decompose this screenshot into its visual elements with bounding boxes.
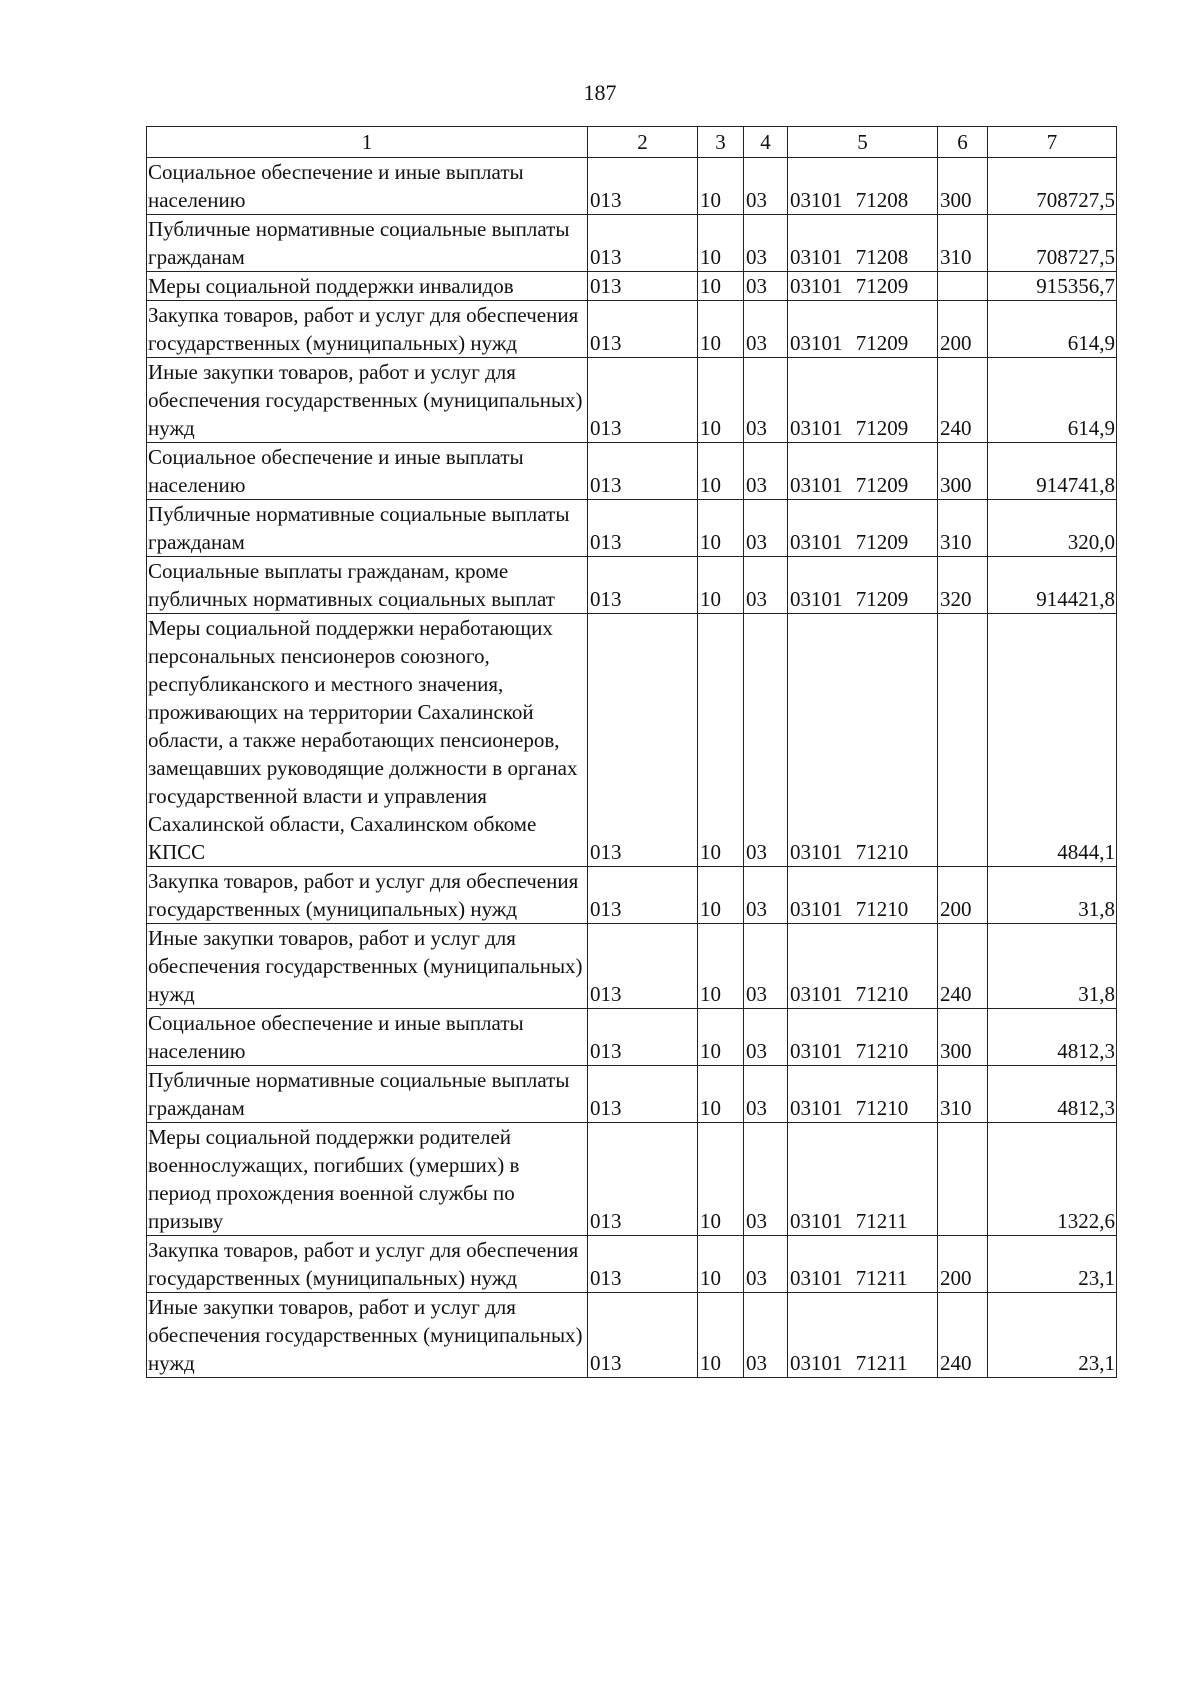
- row-vr-cell: 240: [938, 358, 988, 443]
- row-sum-cell: 4812,3: [988, 1009, 1117, 1066]
- row-rz-cell: 10: [698, 614, 744, 867]
- row-pr-cell: 03: [744, 301, 788, 358]
- row-name-cell: Иные закупки товаров, работ и услуг для обеспечения государственных (муниципальных) нужд: [147, 1293, 588, 1378]
- row-vr-cell: 300: [938, 443, 988, 500]
- row-sum-cell: 614,9: [988, 358, 1117, 443]
- row-grbs-cell: 013: [588, 1293, 698, 1378]
- table-row: [147, 272, 1117, 301]
- row-pr-cell: 03: [744, 1123, 788, 1236]
- row-name-cell: Закупка товаров, работ и услуг для обеспечения государственных (муниципальных) нужд: [147, 867, 588, 924]
- row-pr-cell: 03: [744, 557, 788, 614]
- row-rz-cell: 10: [698, 215, 744, 272]
- row-name-cell: Социальное обеспечение и иные выплаты населению: [147, 158, 588, 215]
- row-csr-cell: 03101 71210: [788, 867, 938, 924]
- table-row: [147, 443, 1117, 500]
- row-pr-cell: 03: [744, 443, 788, 500]
- row-vr-cell: [938, 272, 988, 301]
- row-sum-cell: 1322,6: [988, 1123, 1117, 1236]
- column-header: 6: [938, 127, 988, 158]
- row-grbs-cell: 013: [588, 1066, 698, 1123]
- row-sum-cell: 4812,3: [988, 1066, 1117, 1123]
- table-row: [147, 557, 1117, 614]
- table-row: [147, 1236, 1117, 1293]
- row-vr-cell: 300: [938, 158, 988, 215]
- row-rz-cell: 10: [698, 1066, 744, 1123]
- row-vr-cell: 300: [938, 1009, 988, 1066]
- row-vr-cell: 200: [938, 301, 988, 358]
- row-name-cell: Социальное обеспечение и иные выплаты населению: [147, 1009, 588, 1066]
- row-vr-cell: 310: [938, 1066, 988, 1123]
- table-row: [147, 1293, 1117, 1378]
- row-sum-cell: 708727,5: [988, 215, 1117, 272]
- row-name-cell: Публичные нормативные социальные выплаты гражданам: [147, 1066, 588, 1123]
- row-csr-cell: 03101 71208: [788, 158, 938, 215]
- row-csr-cell: 03101 71210: [788, 614, 938, 867]
- row-sum-cell: 31,8: [988, 867, 1117, 924]
- table-row: [147, 1009, 1117, 1066]
- row-csr-cell: 03101 71209: [788, 301, 938, 358]
- row-pr-cell: 03: [744, 1066, 788, 1123]
- row-grbs-cell: 013: [588, 301, 698, 358]
- table-row: [147, 614, 1117, 867]
- row-grbs-cell: 013: [588, 272, 698, 301]
- row-grbs-cell: 013: [588, 1236, 698, 1293]
- row-pr-cell: 03: [744, 500, 788, 557]
- row-csr-cell: 03101 71209: [788, 358, 938, 443]
- row-vr-cell: 310: [938, 215, 988, 272]
- column-header: 7: [988, 127, 1117, 158]
- row-grbs-cell: 013: [588, 1009, 698, 1066]
- row-rz-cell: 10: [698, 1123, 744, 1236]
- row-pr-cell: 03: [744, 272, 788, 301]
- row-pr-cell: 03: [744, 1009, 788, 1066]
- row-sum-cell: 708727,5: [988, 158, 1117, 215]
- table-row: [147, 924, 1117, 1009]
- row-rz-cell: 10: [698, 443, 744, 500]
- row-rz-cell: 10: [698, 301, 744, 358]
- row-name-cell: Иные закупки товаров, работ и услуг для обеспечения государственных (муниципальных) нужд: [147, 924, 588, 1009]
- row-sum-cell: 31,8: [988, 924, 1117, 1009]
- row-rz-cell: 10: [698, 867, 744, 924]
- table-row: [147, 158, 1117, 215]
- row-grbs-cell: 013: [588, 1123, 698, 1236]
- row-sum-cell: 914421,8: [988, 557, 1117, 614]
- page-number: 187: [583, 80, 617, 105]
- row-rz-cell: 10: [698, 1293, 744, 1378]
- row-name-cell: Социальное обеспечение и иные выплаты населению: [147, 443, 588, 500]
- row-pr-cell: 03: [744, 158, 788, 215]
- row-vr-cell: [938, 614, 988, 867]
- table-row: [147, 1066, 1117, 1123]
- row-pr-cell: 03: [744, 924, 788, 1009]
- row-pr-cell: 03: [744, 867, 788, 924]
- row-rz-cell: 10: [698, 158, 744, 215]
- row-name-cell: Закупка товаров, работ и услуг для обеспечения государственных (муниципальных) нужд: [147, 301, 588, 358]
- row-rz-cell: 10: [698, 272, 744, 301]
- row-grbs-cell: 013: [588, 158, 698, 215]
- row-rz-cell: 10: [698, 358, 744, 443]
- row-vr-cell: 240: [938, 1293, 988, 1378]
- table-row: [147, 867, 1117, 924]
- table-body: [147, 158, 1117, 1378]
- row-sum-cell: 614,9: [988, 301, 1117, 358]
- row-pr-cell: 03: [744, 614, 788, 867]
- row-csr-cell: 03101 71210: [788, 1066, 938, 1123]
- budget-table: [146, 126, 1117, 1378]
- row-pr-cell: 03: [744, 215, 788, 272]
- row-name-cell: Меры социальной поддержки родителей военнослужащих, погибших (умерших) в период прохождения военной службы по призыву: [147, 1123, 588, 1236]
- row-csr-cell: 03101 71211: [788, 1236, 938, 1293]
- row-vr-cell: 240: [938, 924, 988, 1009]
- row-csr-cell: 03101 71209: [788, 557, 938, 614]
- row-sum-cell: 914741,8: [988, 443, 1117, 500]
- row-grbs-cell: 013: [588, 924, 698, 1009]
- row-grbs-cell: 013: [588, 500, 698, 557]
- row-vr-cell: 310: [938, 500, 988, 557]
- column-header: 5: [788, 127, 938, 158]
- row-grbs-cell: 013: [588, 614, 698, 867]
- row-name-cell: Публичные нормативные социальные выплаты гражданам: [147, 500, 588, 557]
- row-csr-cell: 03101 71209: [788, 443, 938, 500]
- row-csr-cell: 03101 71208: [788, 215, 938, 272]
- table-row: [147, 500, 1117, 557]
- row-grbs-cell: 013: [588, 557, 698, 614]
- column-header: 2: [588, 127, 698, 158]
- row-name-cell: Меры социальной поддержки неработающих персональных пенсионеров союзного, республиканского и местного значения, проживающих на территории Сахалинской области, а также неработающих пенсионеров, замещавших руководящие должности в органах государственной власти и управления Сахалинской области, Сахалинском обкоме КПСС: [147, 614, 588, 867]
- row-sum-cell: 320,0: [988, 500, 1117, 557]
- row-rz-cell: 10: [698, 557, 744, 614]
- table-row: [147, 301, 1117, 358]
- table-row: [147, 358, 1117, 443]
- table-row: [147, 1123, 1117, 1236]
- row-sum-cell: 23,1: [988, 1236, 1117, 1293]
- row-vr-cell: 200: [938, 1236, 988, 1293]
- row-name-cell: Меры социальной поддержки инвалидов: [147, 272, 588, 301]
- row-sum-cell: 23,1: [988, 1293, 1117, 1378]
- row-pr-cell: 03: [744, 1236, 788, 1293]
- row-grbs-cell: 013: [588, 443, 698, 500]
- row-rz-cell: 10: [698, 924, 744, 1009]
- table-row: [147, 215, 1117, 272]
- row-vr-cell: [938, 1123, 988, 1236]
- row-name-cell: Закупка товаров, работ и услуг для обеспечения государственных (муниципальных) нужд: [147, 1236, 588, 1293]
- row-rz-cell: 10: [698, 1236, 744, 1293]
- row-vr-cell: 200: [938, 867, 988, 924]
- column-header: 4: [744, 127, 788, 158]
- row-csr-cell: 03101 71209: [788, 272, 938, 301]
- row-name-cell: Публичные нормативные социальные выплаты гражданам: [147, 215, 588, 272]
- row-grbs-cell: 013: [588, 867, 698, 924]
- row-name-cell: Иные закупки товаров, работ и услуг для обеспечения государственных (муниципальных) нужд: [147, 358, 588, 443]
- row-vr-cell: 320: [938, 557, 988, 614]
- row-pr-cell: 03: [744, 1293, 788, 1378]
- row-rz-cell: 10: [698, 1009, 744, 1066]
- row-csr-cell: 03101 71211: [788, 1123, 938, 1236]
- row-sum-cell: 4844,1: [988, 614, 1117, 867]
- row-csr-cell: 03101 71210: [788, 924, 938, 1009]
- table-header-row: [147, 127, 1117, 158]
- column-header: 3: [698, 127, 744, 158]
- row-csr-cell: 03101 71211: [788, 1293, 938, 1378]
- row-csr-cell: 03101 71210: [788, 1009, 938, 1066]
- row-rz-cell: 10: [698, 500, 744, 557]
- row-csr-cell: 03101 71209: [788, 500, 938, 557]
- row-grbs-cell: 013: [588, 358, 698, 443]
- row-name-cell: Социальные выплаты гражданам, кроме публичных нормативных социальных выплат: [147, 557, 588, 614]
- row-sum-cell: 915356,7: [988, 272, 1117, 301]
- column-header: 1: [147, 127, 588, 158]
- row-pr-cell: 03: [744, 358, 788, 443]
- row-grbs-cell: 013: [588, 215, 698, 272]
